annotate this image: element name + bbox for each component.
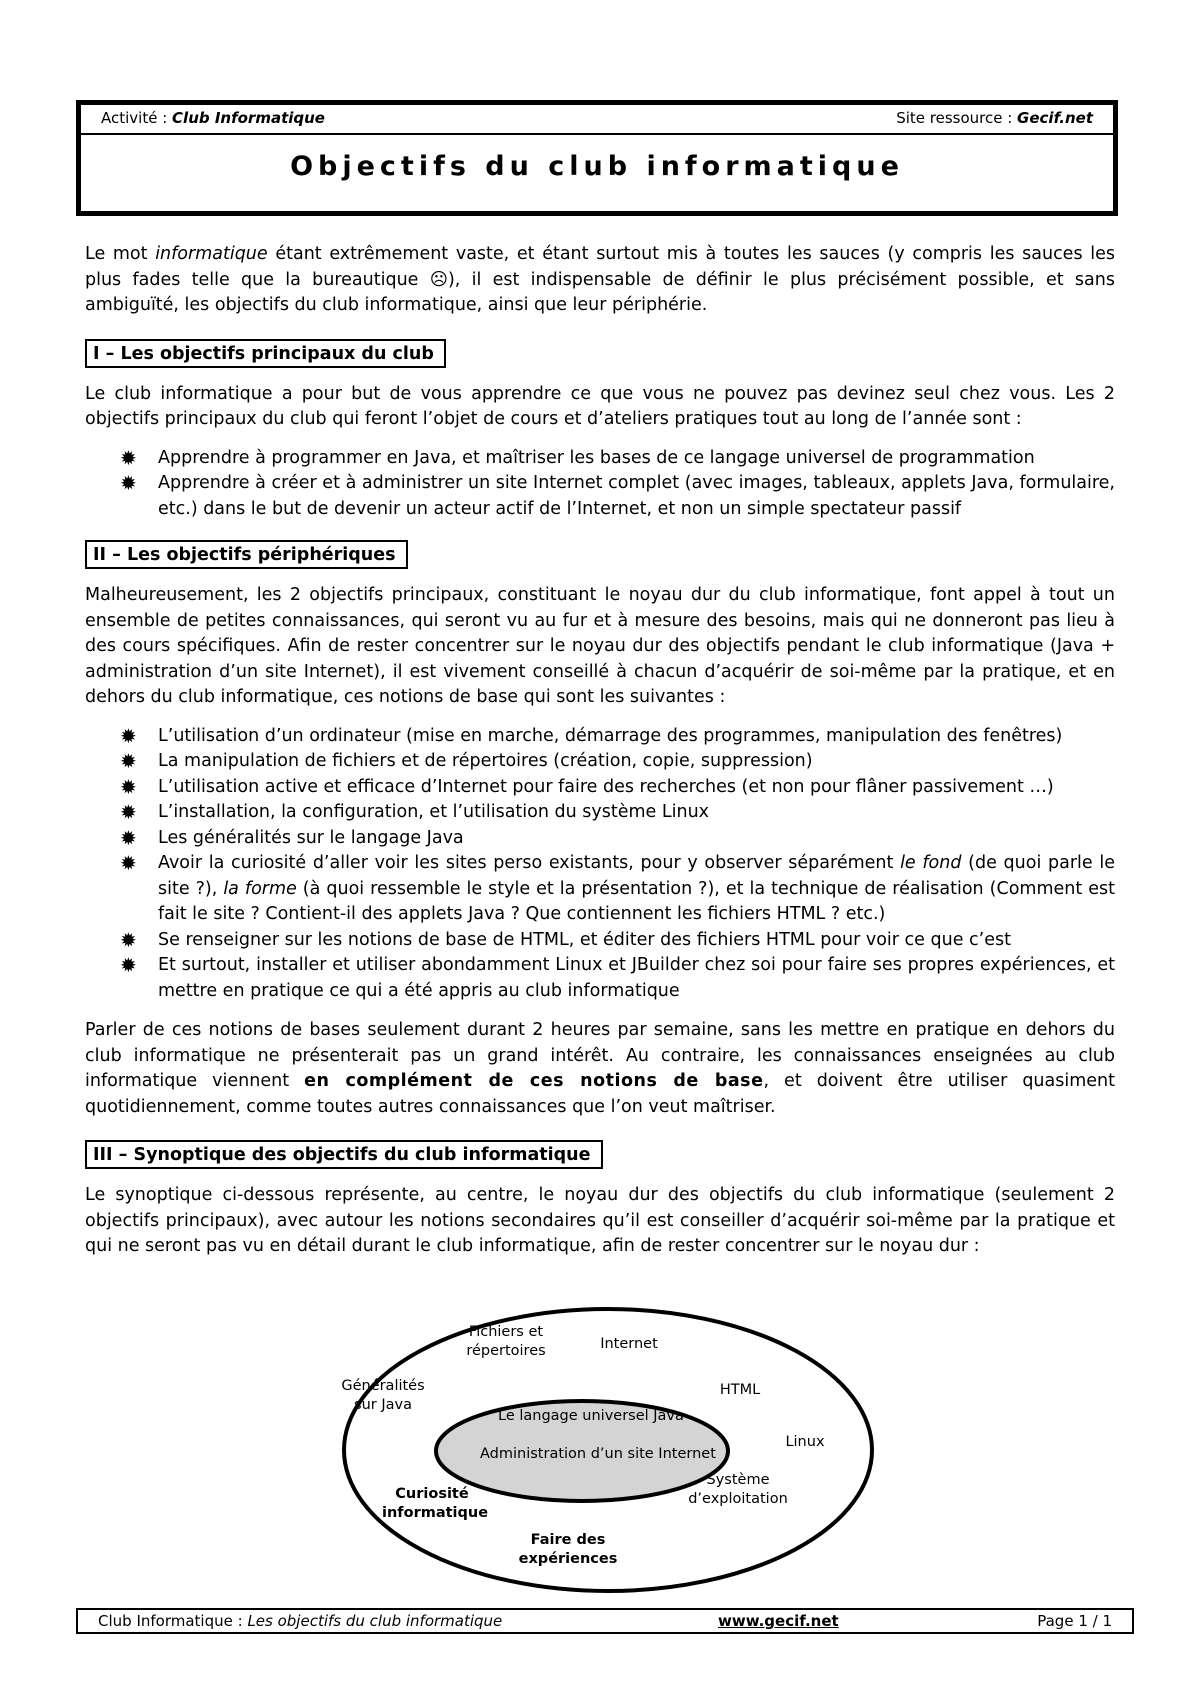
bullet-star-icon: ✹ [120, 445, 137, 470]
page-title: Objectifs du club informatique [290, 151, 904, 182]
site-value: Gecif.net [1017, 109, 1093, 127]
section-1-paragraph: Le club informatique a pour but de vous apprendre ce que vous ne pouvez pas devinez seul chez vous. Les 2 objectifs principaux du club qui feront l’objet de cours et d’ateliers pratiques tout au long de l’année sont : [85, 383, 1115, 429]
bullet-star-icon: ✹ [120, 927, 137, 952]
activity-label: Activité : Club Informatique [101, 109, 325, 127]
list-item: ✹ L’utilisation active et efficace d’Internet pour faire des recherches (et non pour flâner passivement …) [120, 774, 1054, 799]
bullet-star-icon: ✹ [120, 774, 137, 799]
bullet-star-icon: ✹ [120, 723, 137, 748]
section-2-list [85, 724, 1115, 1005]
document-footer [76, 1608, 1134, 1634]
list-item: ✹ Se renseigner sur les notions de base de HTML, et éditer des fichiers HTML pour voir ce que c’est [120, 927, 1011, 952]
internet-label: Internet [600, 1336, 658, 1352]
list-item: ✹ La manipulation de fichiers et de répertoires (création, copie, suppression) [120, 749, 813, 773]
site-label: Site ressource : Gecif.net [896, 109, 1093, 127]
curiosity-label: Curiosité informatique [382, 1486, 489, 1521]
list-item: ✹ Les généralités sur le langage Java [120, 825, 464, 850]
activity-value: Club Informatique [172, 109, 325, 127]
bullet-star-icon: ✹ [120, 471, 137, 495]
document-body [85, 242, 1115, 1260]
experiments-label: Faire des expériences [518, 1532, 618, 1567]
list-item: ✹ Apprendre à programmer en Java, et maîtriser les bases de ce langage universel de programmation [120, 445, 1035, 470]
bullet-star-icon: ✹ [120, 851, 137, 875]
section-1-title: I – Les objectifs principaux du club [85, 339, 446, 368]
synoptic-diagram [340, 1305, 876, 1595]
bullet-star-icon: ✹ [120, 825, 137, 850]
footer-left: Club Informatique : Les objectifs du club informatique [98, 1612, 503, 1630]
files-label: Fichiers et répertoires [466, 1324, 546, 1359]
list-item: ✹ L’utilisation d’un ordinateur (mise en marche, démarrage des programmes, manipulation des fenêtres) [120, 723, 1063, 748]
list-item: ✹ Et surtout, installer et utiliser abondamment Linux et JBuilder chez soi pour faire ses propres expériences, et mettre en pratique ce qui a été appris au club informatique [120, 953, 1115, 1001]
list-item: ✹ Apprendre à créer et à administrer un site Internet complet (avec images, tableaux, applets Java, formulaire, etc.) dans le but de devenir un acteur actif de l’Internet, et non un simple spectateur passif [120, 471, 1115, 519]
intro-italic-word: informatique [155, 244, 268, 264]
section-3-paragraph: Le synoptique ci-dessous représente, au centre, le noyau dur des objectifs du club informatique (seulement 2 objectifs principaux), avec autour les notions secondaires qu’il est conseiller d’acquérir soi-même par la pratique et qui ne seront pas vu en détail durant le club informatique, afin de rester concentrer sur le noyau dur : [85, 1185, 1115, 1256]
list-item: ✹ Avoir la curiosité d’aller voir les sites perso existants, pour y observer séparément le fond (de quoi parle le site ?), la forme (à quoi ressemble le style et la présentation ?), et la technique de réalisation (Comment est fait le site ? Contient-il des applets Java ? Que contiennent les fichiers HTML ? etc.) [120, 851, 1115, 924]
intro-paragraph: Le mot informatique étant extrêmement vaste, et étant surtout mis à toutes les sauces (y compris les sauces les plus fades telle que la bureautique ☹), il est indispensable de définir le plus précisément possible, et sans ambiguïté, les objectifs du club informatique, ainsi que leur périphérie. [85, 244, 1115, 315]
section-2-paragraph: Malheureusement, les 2 objectifs principaux, constituant le noyau dur du club informatique, font appel à tout un ensemble de petites connaissances, qui seront vu au fur et à mesure des besoins, mais qui ne donneront pas lieu à des cours spécifiques. Afin de rester concentrer sur le noyau dur des objectifs pendant le club informatique (Java + administration d’un site Internet), il est vivement conseillé à chacun d’acquérir de soi-même par la pratique, et en dehors du club informatique, ces notions de base qui sont les suivantes : [85, 585, 1115, 707]
linux-label: Linux [785, 1434, 825, 1450]
os-label: Système d’exploitation [688, 1472, 788, 1507]
list-item: ✹ L’installation, la configuration, et l’utilisation du système Linux [120, 800, 710, 824]
core-admin-label: Administration d’un site Internet [480, 1446, 716, 1462]
html-label: HTML [719, 1382, 761, 1398]
section-1-list [85, 446, 1115, 523]
header-row [81, 105, 1113, 135]
emphasis-text: en complément de ces notions de base [304, 1071, 764, 1091]
section-2-title: II – Les objectifs périphériques [85, 540, 408, 569]
document-header [76, 100, 1118, 216]
page-number: Page 1 / 1 [1037, 1612, 1112, 1630]
section-3-title: III – Synoptique des objectifs du club informatique [85, 1140, 603, 1169]
core-java-label: Le langage universel Java [498, 1408, 684, 1424]
section-2-closing-paragraph: Parler de ces notions de bases seulement durant 2 heures par semaine, sans les mettre en pratique en dehors du club informatique ne présenterait pas un grand intérêt. Au contraire, les connaissances enseignées au club informatique viennent en complément de ces notions de base, et doivent être utiliser quasiment quotidiennement, comme toutes autres connaissances que l’on veut maîtriser. [85, 1020, 1115, 1117]
bullet-star-icon: ✹ [120, 953, 137, 977]
bullet-star-icon: ✹ [120, 749, 137, 773]
footer-website-link[interactable]: www.gecif.net [718, 1612, 839, 1630]
java-label: Généralités sur Java [341, 1378, 425, 1413]
bullet-star-icon: ✹ [120, 800, 137, 824]
